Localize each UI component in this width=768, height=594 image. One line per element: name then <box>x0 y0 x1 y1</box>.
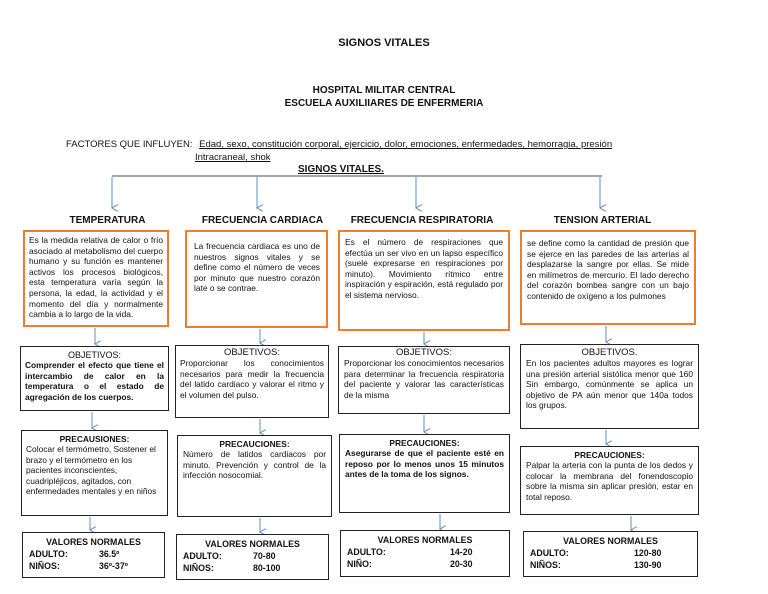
objectives-temperatura <box>20 346 169 411</box>
factors-label: FACTORES QUE INFLUYEN: <box>66 139 193 150</box>
objectives-title: OBJETIVOS: <box>396 347 452 358</box>
normals-tension-arterial <box>523 531 698 577</box>
objectives-text: Proporcionar los conocimientos necesarios para medir la frecuencia del latido cardiaco y valorar el ritmo y el volumen del pulso. <box>180 358 324 400</box>
precautions-frecuencia-cardiaca <box>177 435 332 517</box>
subtitle: SIGNOS VITALES. <box>298 164 384 175</box>
hospital-name: HOSPITAL MILITAR CENTRAL <box>312 85 456 96</box>
heading-frecuencia-respiratoria: FRECUENCIA RESPIRATORIA <box>350 215 494 226</box>
precautions-title: PRECAUCIONES: <box>219 439 290 449</box>
factors-text-continued: Intracraneal, shok <box>195 152 271 163</box>
heading-temperatura: TEMPERATURA <box>69 215 146 226</box>
precautions-text: Palpar la arteria con la punta de los dedos y colocar la membrana del fonendoscopio sobre la misma sin aplicar presión, estar en total reposo. <box>526 460 693 502</box>
objectives-text: Comprender el efecto que tiene el intercambio de calor en la temperatura o el estado de agregación de los cuerpos. <box>25 360 164 402</box>
objectives-text: En los pacientes adultos mayores es lograr una presión arterial sistólica menor que 160 Sin embargo, comúnmente se aplica un objetivo de PA aún menor que 140a todos los grupos. <box>526 358 693 411</box>
header-block <box>234 84 534 110</box>
precautions-tension-arterial <box>520 446 699 515</box>
normals-row-adult: ADULTO: 70-80 <box>183 551 276 561</box>
definition-frecuencia-cardiaca: La frecuencia cardiaca es uno de nuestros signos vitales y se define como el número de veces por minuto que nuestro corazón late o se contrae. <box>185 230 328 328</box>
precautions-title: PRECAUCIONES: <box>574 450 645 460</box>
definition-tension-arterial: se define como la cantidad de presión que se ejerce en las paredes de las arterias al desplazarse la sangre por ellas. Se mide en milímetros de mercurio. El lado derecho del corazón bombea sangre con un bajo contenido de oxígeno a los pulmones <box>520 230 696 325</box>
normals-row-child: NIÑO: 20-30 <box>347 559 473 569</box>
normals-title: VALORES NORMALES <box>46 537 141 547</box>
normals-row-child: NIÑOS: 36º-37º <box>29 561 128 571</box>
factors-text: Edad, sexo, constitución corporal, ejercicio, dolor, emociones, enfermedades, hemorragia, presión <box>199 139 613 150</box>
objectives-tension-arterial <box>520 344 699 429</box>
precautions-text: Colocar el termómetro, Sostener el brazo y el termómetro en los pacientes inconscientes, cuadripléjicos, agitados, con enfermedades mentales y en niños <box>26 444 157 497</box>
precautions-text: Asegurarse de que el paciente esté en reposo por lo menos unos 15 minutos antes de la toma de los signos. <box>345 448 504 480</box>
heading-tension-arterial: TENSION ARTERIAL <box>553 215 652 226</box>
precautions-temperatura <box>21 430 168 516</box>
normals-title: VALORES NORMALES <box>563 536 658 546</box>
objectives-text: Proporcionar los conocimientos necesarios para determinar la frecuencia respiratoria del paciente y valorar las características de la misma <box>344 358 504 400</box>
definition-temperatura: Es la medida relativa de calor o frío asociado al metabolismo del cuerpo humano y su función es mantener activos los procesos biológicos, esta temperatura varía según la persona, la edad, la actividad y el momento del día y normalmente cambia a lo largo de la vida. <box>23 230 169 327</box>
normals-row-adult: ADULTO: 120-80 <box>530 548 662 558</box>
heading-frecuencia-cardiaca: FRECUENCIA CARDIACA <box>201 215 324 226</box>
objectives-title: OBJETIVOS. <box>581 347 638 358</box>
normals-row-adult: ADULTO: 36.5º <box>29 549 120 559</box>
precautions-frecuencia-respiratoria <box>339 434 510 513</box>
precautions-title: PRECAUCIONES: <box>389 438 460 448</box>
normals-temperatura <box>22 532 165 578</box>
definition-frecuencia-respiratoria: Es el número de respiraciones que efectúa un ser vivo en un lapso específico (suele expresarse en respiraciones por minuto). Movimiento rítmico entre inspiración y espiración, está regulado por el sistema nervioso. <box>338 230 510 331</box>
precautions-text: Número de latidos cardiacos por minuto. Prevención y control de la infección nosocomial. <box>183 449 326 481</box>
objectives-title: OBJETIVOS: <box>224 347 280 358</box>
objectives-frecuencia-cardiaca <box>175 345 329 418</box>
precautions-title: PRECAUSIONES: <box>59 434 130 444</box>
normals-frecuencia-respiratoria <box>340 530 510 577</box>
normals-row-child: NIÑOS: 80-100 <box>183 563 281 573</box>
objectives-frecuencia-respiratoria <box>338 346 510 414</box>
normals-title: VALORES NORMALES <box>377 535 473 545</box>
page-title: SIGNOS VITALES <box>338 37 430 49</box>
normals-row-adult: ADULTO: 14-20 <box>347 547 473 557</box>
normals-row-child: NIÑOS: 130-90 <box>530 560 662 570</box>
normals-frecuencia-cardiaca <box>176 534 329 580</box>
normals-title: VALORES NORMALES <box>205 539 300 549</box>
objectives-title: OBJETIVOS: <box>67 350 121 360</box>
school-name: ESCUELA AUXILIIARES DE ENFERMERIA <box>284 98 484 109</box>
factors-block <box>66 138 666 151</box>
